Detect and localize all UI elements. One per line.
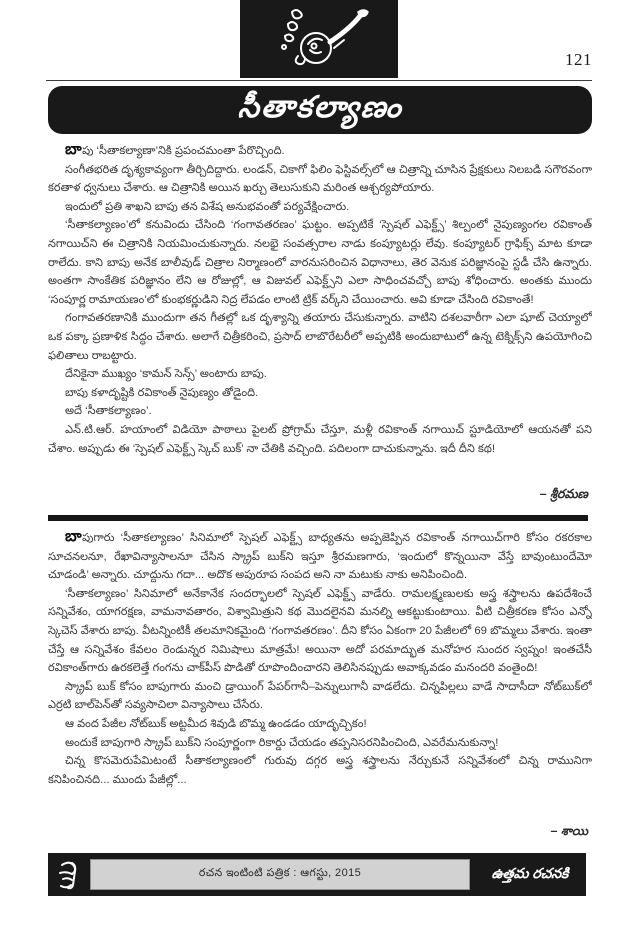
footer-bar xyxy=(48,853,586,896)
paragraph: ఆ వంద పేజీల నోట్‌బుక్ అట్టమీద శివుడి బొమ్మ ఉండడం యాదృచ్చికం! xyxy=(65,717,367,730)
footer-caption-box xyxy=(90,859,470,890)
magazine-monogram-icon xyxy=(54,857,84,893)
drop-cap: బా xyxy=(65,528,83,545)
drop-cap: బా xyxy=(65,141,83,158)
paragraph-text: పు ‘సీతాకల్యాణా’నికి ప్రపంచమంతా పేరొచ్చింది. xyxy=(82,145,285,157)
page-title: సీతాకల్యాణం xyxy=(236,91,404,124)
paragraph xyxy=(48,528,592,585)
section-divider xyxy=(48,515,588,521)
paragraph xyxy=(48,141,592,161)
author-signature-bottom: – శాయి xyxy=(550,824,588,838)
paragraph: చిన్న కొసమెరుపేమిటంటే సీతాకల్యాణంలో గురువు దగ్గర అస్త్ర శస్త్రాలను నేర్చుకునే సన్నివేశంలో చిన్న రామునిగా కనిపించినది... ముందు పేజీల్లో... xyxy=(48,755,592,786)
article-bottom xyxy=(48,528,592,822)
paragraph: ‘సీతాకల్యాణం’ సినిమాలో అనేకానేక సందర్భాలలో స్పెషల్ ఎఫెక్ట్స్ వాడేరు. రామలక్ష్మణులకు అస్త్ర శస్త్రాలను ఉపదేశించే సన్నివేశం, యాగరక్షణ, వామనావతారం, విశ్వామిత్రుని కథ మొదలైనవి మనల్ని ఆకట్టుకుంటాయి. వీటి చిత్రీకరణ కోసం ఎన్నో స్కెచెస్ వేశారు బాపు. వీటన్నింటికీ తలమానికమైంది ‘గంగావతరణం’. దీని కోసం ఏకంగా 20 పేజీలలో 69 బొమ్మలు వేశారు. ఇంతా చేస్తే ఆ సన్నివేశం కేవలం రెండున్నర నిమిషాలు మాత్రమే! అయినా అదో పరమాద్భుత మనోహర సుందర స్వప్నం! ఇంతచేసీ రవికాంత్‌గారు ఉరకలెత్తే గంగను చాక్‌పీస్ పొడితో రూపొందించారని తెలిసినప్పుడు అవాక్కవడం మనందరి వంతైంది! xyxy=(48,587,592,675)
paragraph: దేనికైనా ముఖ్యం ‘కామన్ సెన్స్’ అంటారు బాపు. xyxy=(65,368,267,381)
paragraph: గంగావతరణానికి ముందుగా తన గీతల్లో ఒక దృశ్యాన్ని తయారు చేసుకున్నారు. వాటిని దశలవారీగా ఎలా షూట్ చెయ్యాలో ఒక పక్కా ప్రణాళిక సిద్ధం చేశారు. అలాగే చిత్రీకరించి, ప్రసాద్ లాబొరేటరీలో అప్పటికి అందుబాటులో ఉన్న టెక్నిక్స్‌ని ఉపయోగించి ఫలితాలు రాబట్టారు. xyxy=(48,312,592,362)
page-number: 121 xyxy=(565,50,592,69)
paragraph: బాపు కళాదృష్టికి రవికాంత్ నైపుణ్యం తోడైంది. xyxy=(65,386,259,399)
paragraph: ఎన్.టి.ఆర్. హయాంలో విడియో పాఠాలు పైలట్ ప్రోగ్రామ్ చేస్తూ, మళ్లీ రవికాంత్ నగాయిచ్ స్టూడియోలో ఆయనతో పని చేశాం. అప్పుడు ఈ ‘స్పెషల్ ఎఫెక్ట్స్ స్కెచ్ బుక్’ నా చేతికి వచ్చింది. పదిలంగా దాచుకున్నాను. ఇదీ దీని కథ! xyxy=(48,423,592,455)
footer-caption: రచన ఇంటింటి పత్రిక : ఆగస్టు, 2015 xyxy=(198,867,362,879)
footer-calligraphy-signature: ఉత్తమ రచనకి xyxy=(490,864,570,881)
smoking-pipe-icon xyxy=(254,4,384,75)
paragraph: సంగీతభరిత దృశ్యకావ్యంగా తీర్చిదిద్దారు. లండన్, చికాగో ఫిలిం ఫెస్టివల్స్‌లో ఆ చిత్రాన్ని చూసిన ప్రేక్షకులు నిలబడి సగౌరవంగా కరతాళ ధ్వనులు చేశారు. ఆ చిత్రానికి అయిన ఖర్చు తెలుసుకుని మరింత ఆశ్చర్యపోయారు. xyxy=(48,163,592,195)
header-emblem-box xyxy=(240,0,398,78)
paragraph-text: పుగారు ‘సీతాకల్యాణం’ సినిమాలో స్పెషల్ ఎఫెక్ట్స్ బాధ్యతను అప్పజెప్పిన రవికాంత్ నగాయిచ్‌గారి కోసం రకరకాల సూచనలనూ, రేఖావిన్యాసాలనూ చేసిన స్క్రాప్ బుక్‌ని ఇస్తూ శ్రీరమణగారు, ‘ఇందులో కొన్నయినా వేస్తే బావుంటుందేమో చూడండి’ అన్నారు. చూద్దును గదా... అదొక అపురూప సంపద అని నా మటుకు నాకు అనిపించింది. xyxy=(48,532,592,582)
paragraph: అందుకే బాపుగారి స్క్రాప్ బుక్‌ని సంపూర్ణంగా రికార్డు చేయడం తప్పనిసరనిపించింది, ఎవరేమనుకున్నా! xyxy=(65,736,499,749)
paragraph: స్క్రాప్ బుక్ కోసం బాపుగారు మంచి డ్రాయింగ్ పేపర్‌గానీ–పెన్నులుగానీ వాడలేదు. చిన్నపిల్లలు వాడే సాదాసీదా నోట్‌బుక్‌లో ఎర్రటి బాల్‌పెన్‌తో సవ్యసాచిలా విన్యాసాలు చేసేరు. xyxy=(48,680,592,712)
author-signature-top: – శ్రీరమణ xyxy=(539,487,588,501)
paragraph: ఇందులో ప్రతి శాఖని బాపు తన విశేష అనుభవంతో పర్యవేక్షించారు. xyxy=(65,200,350,213)
paragraph: అదే ‘సీతాకల్యాణం’. xyxy=(65,405,152,418)
article-top xyxy=(48,141,592,487)
header-rule xyxy=(46,80,592,81)
paragraph: ‘సీతాకల్యాణం’లో కనువిందు చేసింది ‘గంగావతరణం’ ఘట్టం. అప్పటికే ‘స్పెషల్ ఎఫెక్ట్స్’ శిల్పంలో నైపుణ్యంగల రవికాంత్ నగాయిచ్‌ని ఈ చిత్రానికి నియమించుకున్నారు. నలభై సంవత్సరాల నాడు కంప్యూటర్లు లేవు. కంప్యూటర్ గ్రాఫిక్స్ మాట కూడా రాలేదు. కాని బాపు అనేక బాలీవుడ్ చిత్రాల నిర్మాణంలో వారనుసరించిన విధానాలు, తెర వెనుక పరిజ్ఞానంపై స్టడీ చేసి ఉన్నారు. అంతగా సాంకేతిక పరిజ్ఞానం లేని ఆ రోజుల్లో, ఆ విజువల్ ఎఫెక్ట్స్‌ని ఎలా సాధించవచ్చో బాపు శోధించారు. అంతకు ముందు ‘సంపూర్ణ రామాయణం’లో కుంభకర్ణుడిని నిద్ర లేపడం లాంటి ట్రిక్ వర్క్‌ని చేయించారు. అవి కూడా చేసింది రవికాంతే! xyxy=(48,219,592,306)
title-banner xyxy=(48,86,592,134)
